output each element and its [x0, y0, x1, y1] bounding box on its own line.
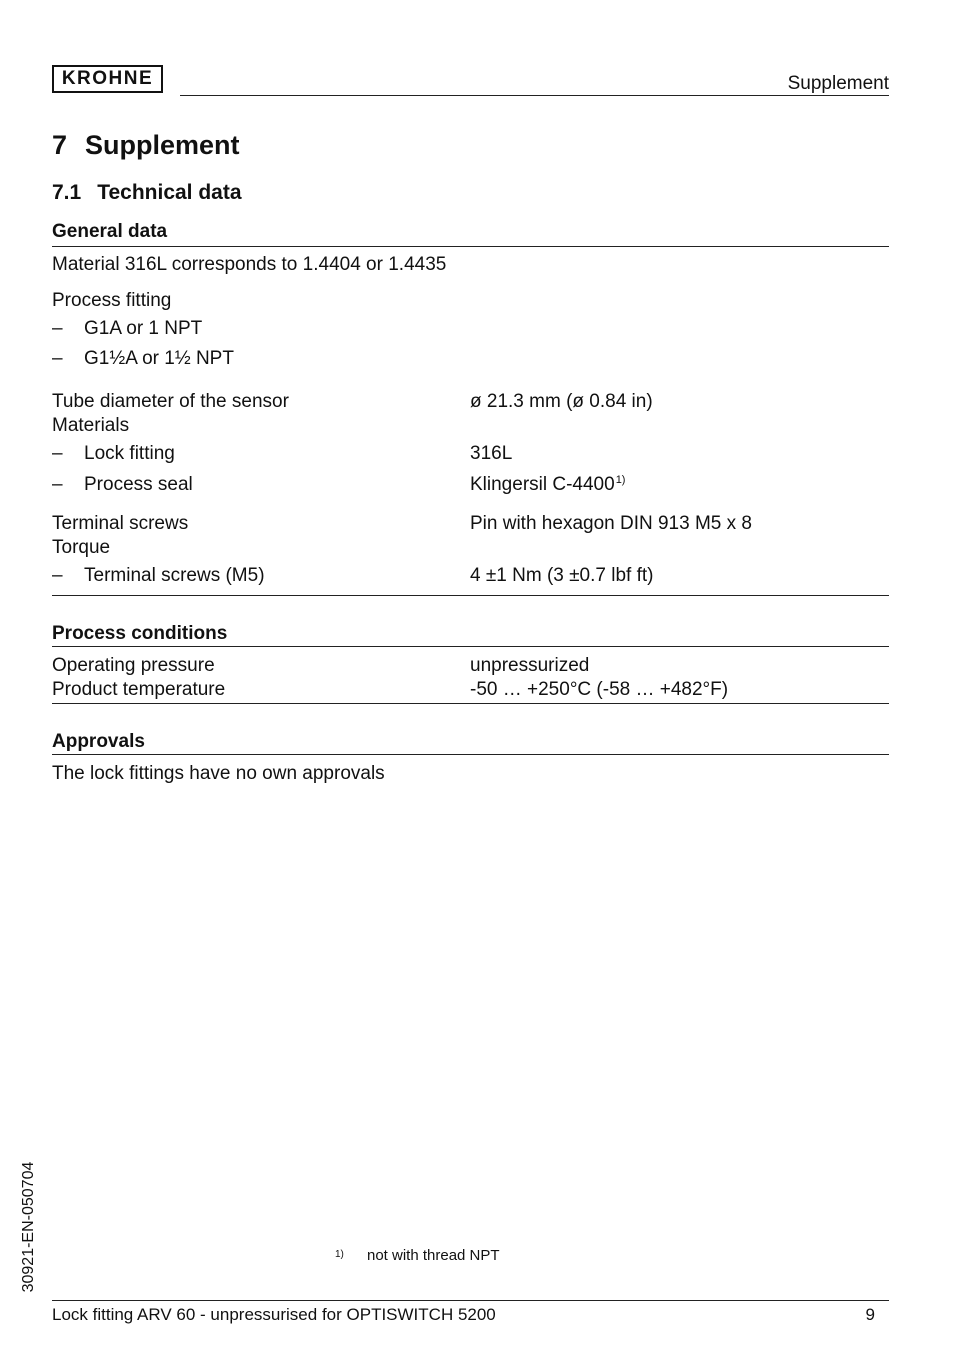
section-number: 7.1	[52, 181, 82, 204]
process-seal-label: Process seal	[84, 474, 193, 495]
section-heading	[52, 181, 242, 205]
operating-pressure-value: unpressurized	[470, 655, 590, 676]
general-data-end-rule	[52, 595, 889, 596]
section-title: Technical data	[97, 181, 242, 204]
footer-rule	[52, 1300, 889, 1301]
list-dash: –	[52, 474, 63, 495]
approvals-rule	[52, 754, 889, 755]
header-section-label: Supplement	[787, 73, 889, 94]
chapter-title: Supplement	[85, 130, 240, 160]
terminal-screws-label: Terminal screws	[52, 513, 189, 534]
torque-label: Torque	[52, 537, 111, 558]
document-number: 30921-EN-050704	[20, 1161, 37, 1293]
footnote-ref: 1)	[615, 474, 626, 486]
materials-label: Materials	[52, 415, 130, 436]
product-temperature-label: Product temperature	[52, 679, 226, 700]
operating-pressure-label: Operating pressure	[52, 655, 215, 676]
chapter-heading	[52, 130, 240, 161]
page-number: 9	[865, 1305, 875, 1324]
list-dash: –	[52, 565, 63, 586]
tube-diameter-value: ø 21.3 mm (ø 0.84 in)	[470, 391, 653, 412]
process-conditions-end-rule	[52, 703, 889, 704]
torque-item-value: 4 ±1 Nm (3 ±0.7 lbf ft)	[470, 565, 654, 586]
general-data-rule	[52, 246, 889, 247]
material-line: Material 316L corresponds to 1.4404 or 1.4435	[52, 254, 447, 275]
lock-fitting-label: Lock fitting	[84, 443, 175, 464]
approvals-heading: Approvals	[52, 731, 145, 752]
process-fitting-label: Process fitting	[52, 290, 172, 311]
process-seal-value	[470, 474, 625, 496]
process-conditions-rule	[52, 646, 889, 647]
terminal-screws-value: Pin with hexagon DIN 913 M5 x 8	[470, 513, 752, 534]
footnote-mark: 1)	[335, 1249, 344, 1260]
list-dash: –	[52, 348, 63, 369]
list-dash: –	[52, 443, 63, 464]
lock-fitting-value: 316L	[470, 443, 513, 464]
footer-title: Lock fitting ARV 60 - unpressurised for OPTISWITCH 5200	[52, 1305, 496, 1324]
process-fitting-item: G1½A or 1½ NPT	[84, 348, 234, 369]
tube-diameter-label: Tube diameter of the sensor	[52, 391, 289, 412]
footnote-text: not with thread NPT	[367, 1247, 500, 1264]
process-conditions-heading: Process conditions	[52, 623, 228, 644]
krohne-logo: KROHNE	[52, 65, 163, 93]
chapter-number: 7	[52, 130, 68, 160]
process-fitting-item: G1A or 1 NPT	[84, 318, 203, 339]
general-data-heading: General data	[52, 221, 168, 242]
list-dash: –	[52, 318, 63, 339]
torque-item-label: Terminal screws (M5)	[84, 565, 265, 586]
header-rule	[180, 95, 889, 96]
process-seal-text: Klingersil C-4400	[470, 474, 615, 495]
approvals-text: The lock fittings have no own approvals	[52, 763, 385, 784]
product-temperature-value: -50 … +250°C (-58 … +482°F)	[470, 679, 729, 700]
